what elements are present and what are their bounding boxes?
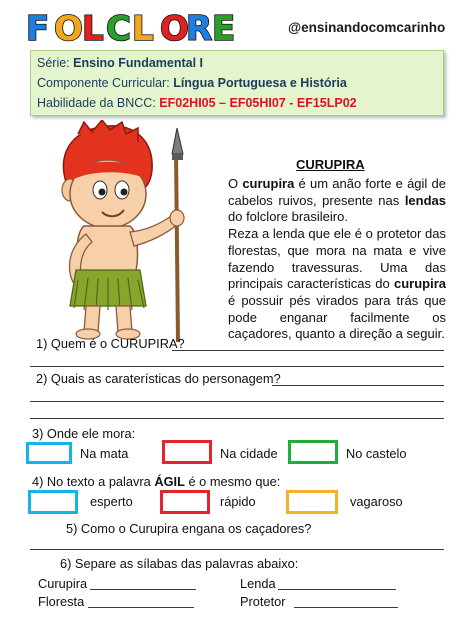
info-box — [30, 50, 444, 116]
componente-value: Língua Portuguesa e História — [173, 76, 347, 90]
question-6: 6) Separe as sílabas das palavras abaixo: — [60, 556, 299, 571]
answer-line[interactable] — [90, 589, 196, 590]
answer-box-na-cidade[interactable] — [162, 440, 212, 464]
componente-row — [37, 73, 443, 93]
answer-line[interactable] — [30, 366, 444, 367]
story-text — [228, 176, 446, 343]
serie-value: Ensino Fundamental I — [73, 56, 204, 70]
word-curupira: Curupira — [38, 576, 88, 591]
keyword-lendas: lendas — [404, 192, 446, 208]
answer-line[interactable] — [30, 549, 444, 550]
answer-line[interactable] — [294, 607, 398, 608]
title-letter: F — [26, 9, 50, 48]
title-letter: R — [186, 9, 213, 48]
keyword-curupira: curupira — [393, 276, 446, 292]
answer-line[interactable] — [278, 589, 396, 590]
story-paragraph-1: O curupira é um anão forte e ágil de cabelos ruivos, presente nas lendas do folclore brasileiro. — [228, 176, 446, 225]
answer-box-rapido[interactable] — [160, 490, 210, 514]
curupira-illustration — [26, 120, 202, 344]
keyword-curupira: curupira — [242, 176, 295, 191]
option-na-cidade: Na cidade — [220, 446, 278, 461]
answer-box-na-mata[interactable] — [26, 442, 72, 464]
question-3: 3) Onde ele mora: — [32, 426, 136, 441]
answer-line[interactable] — [30, 401, 444, 402]
habilidade-value: EF02HI05 – EF05HI07 - EF15LP02 — [159, 96, 357, 110]
answer-box-vagaroso[interactable] — [286, 490, 338, 514]
serie-row — [37, 53, 443, 73]
word-floresta: Floresta — [38, 594, 85, 609]
answer-line[interactable] — [88, 607, 194, 608]
answer-box-esperto[interactable] — [28, 490, 78, 514]
question-2: 2) Quais as caraterísticas do personagem? — [36, 371, 281, 386]
keyword-agil: ÁGIL — [154, 474, 185, 489]
story-paragraph-2: Reza a lenda que ele é o protetor das florestas, que mora na mata e vive fazendo travessuras. Uma das principais características do curupira é possuir pés virados para trás que pode enganar facilmente os caçadores, quanto a direção a seguir. — [228, 226, 446, 342]
author-handle: @ensinandocomcarinho — [288, 20, 446, 35]
title-letter: C — [106, 9, 131, 48]
question-4: 4) No texto a palavra ÁGIL é o mesmo que: — [32, 474, 281, 489]
option-na-mata: Na mata — [80, 446, 129, 461]
option-rapido: rápido — [220, 494, 256, 509]
word-protetor: Protetor — [240, 594, 286, 609]
question-1: 1) Quem é o CURUPIRA? — [36, 336, 185, 351]
title-letter: L — [132, 9, 154, 48]
habilidade-row — [37, 93, 443, 113]
title-letter: E — [212, 9, 236, 48]
word-lenda: Lenda — [240, 576, 276, 591]
folclore-title — [18, 2, 258, 48]
answer-line[interactable] — [30, 418, 444, 419]
title-letter: O — [54, 9, 83, 48]
option-no-castelo: No castelo — [346, 446, 407, 461]
option-vagaroso: vagaroso — [350, 494, 403, 509]
story-title: CURUPIRA — [296, 157, 365, 172]
answer-line[interactable] — [172, 350, 444, 351]
question-5: 5) Como o Curupira engana os caçadores? — [66, 521, 312, 536]
title-letter: L — [82, 9, 104, 48]
answer-line[interactable] — [272, 385, 444, 386]
option-esperto: esperto — [90, 494, 133, 509]
answer-box-no-castelo[interactable] — [288, 440, 338, 464]
habilidade-label: Habilidade da BNCC: — [37, 96, 156, 110]
serie-label: Série: — [37, 56, 70, 70]
title-letter: O — [160, 9, 189, 48]
componente-label: Componente Curricular: — [37, 76, 170, 90]
